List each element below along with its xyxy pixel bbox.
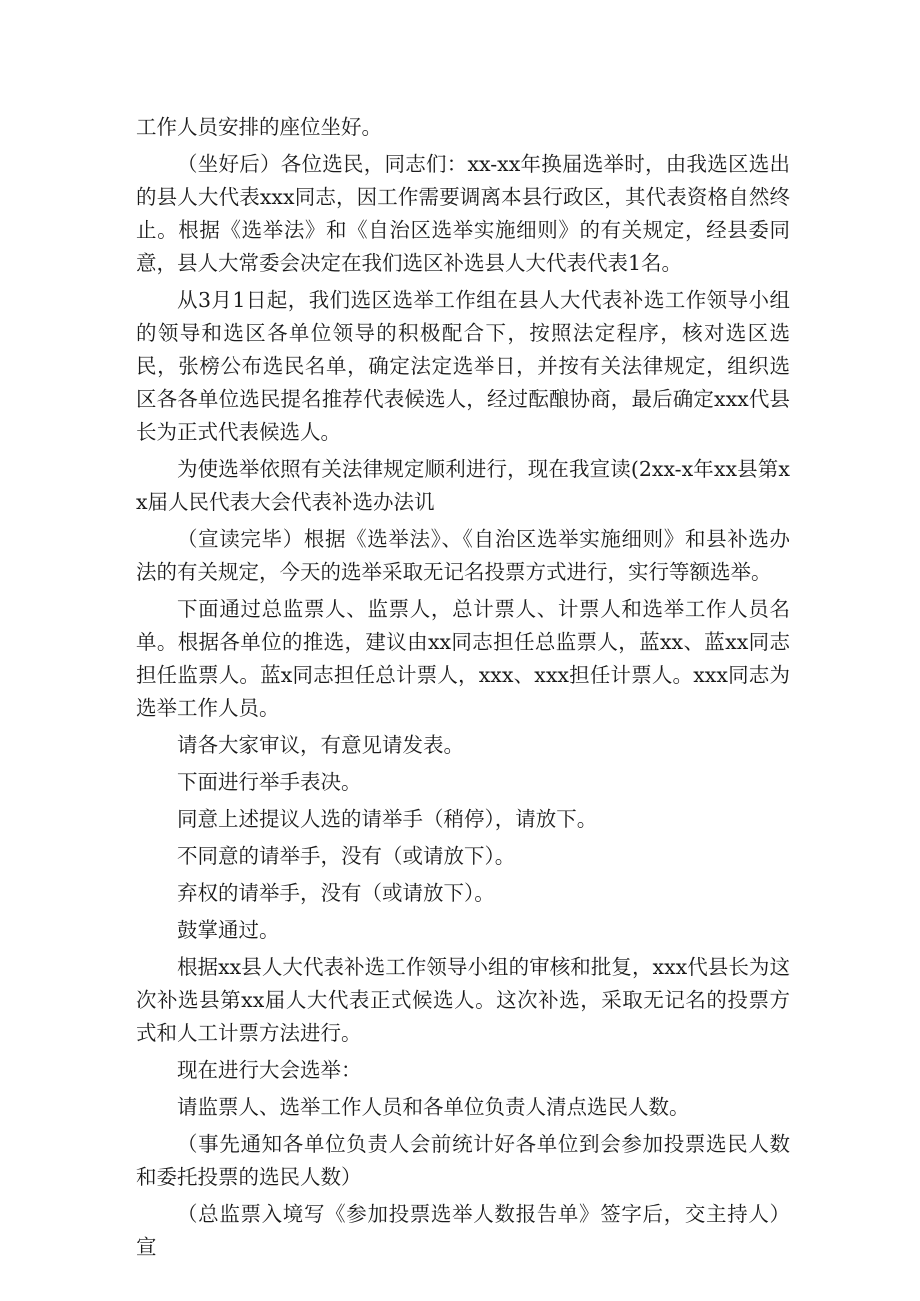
paragraph-5: （宣读完毕）根据《选举法》、《自治区选举实施细则》和县补选办法的有关规定，今天的选举采取无记名投票方式进行，实行等额选举。 (136, 527, 790, 584)
document-body (136, 111, 790, 1264)
paragraph-14: 现在进行大会选举： (177, 1058, 362, 1082)
paragraph-11: 弃权的请举手，没有（或请放下）。 (177, 881, 495, 905)
paragraph-13: 根据xx县人大代表补选工作领导小组的审核和批复，xxx代县长为这次补选县第xx届人大代表正式候选人。这次补选，采取无记名的投票方式和人工计票方法进行。 (136, 955, 790, 1045)
paragraph-1: 工作人员安排的座位坐好。 (136, 115, 382, 139)
paragraph-12: 鼓掌通过。 (177, 918, 280, 942)
paragraph-15: 请监票人、选举工作人员和各单位负责人清点选民人数。 (177, 1095, 690, 1119)
paragraph-10: 不同意的请举手，没有（或请放下）。 (177, 844, 516, 868)
paragraph-2: （坐好后）各位选民，同志们：xx-xx年换届选举时，由我选区选出的县人大代表xxx同志，因工作需要调离本县行政区，其代表资格自然终止。根据《选举法》和《自治区选举实施细则》的有关规定，经县委同意，县人大常委会决定在我们选区补选县人大代表代表1名。 (136, 152, 790, 275)
paragraph-7: 请各大家审议，有意见请发表。 (177, 733, 464, 757)
paragraph-4: 为使选举依照有关法律规定顺利进行，现在我宣读(2xx-x年xx县第xx届人民代表大会代表补选办法讥 (136, 457, 790, 514)
paragraph-3: 从3月1日起，我们选区选举工作组在县人大代表补选工作领导小组的领导和选区各单位领导的积极配合下，按照法定程序，核对选区选民，张榜公布选民名单，确定法定选举日，并按有关法律规定，组织选区各各单位选民提名推荐代表候选人，经过酝酿协商，最后确定xxx代县长为正式代表候选人。 (136, 288, 790, 444)
paragraph-8: 下面进行举手表决。 (177, 770, 362, 794)
paragraph-17: （总监票入境写《参加投票选举人数报告单》签字后，交主持人）宣 (136, 1202, 790, 1259)
paragraph-6: 下面通过总监票人、监票人，总计票人、计票人和选举工作人员名单。根据各单位的推选，建议由xx同志担任总监票人，蓝xx、蓝xx同志担任监票人。蓝x同志担任总计票人，xxx、xxx担任计票人。xxx同志为选举工作人员。 (136, 597, 790, 720)
paragraph-16: （事先通知各单位负责人会前统计好各单位到会参加投票选民人数和委托投票的选民人数） (136, 1132, 790, 1189)
paragraph-9: 同意上述提议人选的请举手（稍停），请放下。 (177, 807, 598, 831)
